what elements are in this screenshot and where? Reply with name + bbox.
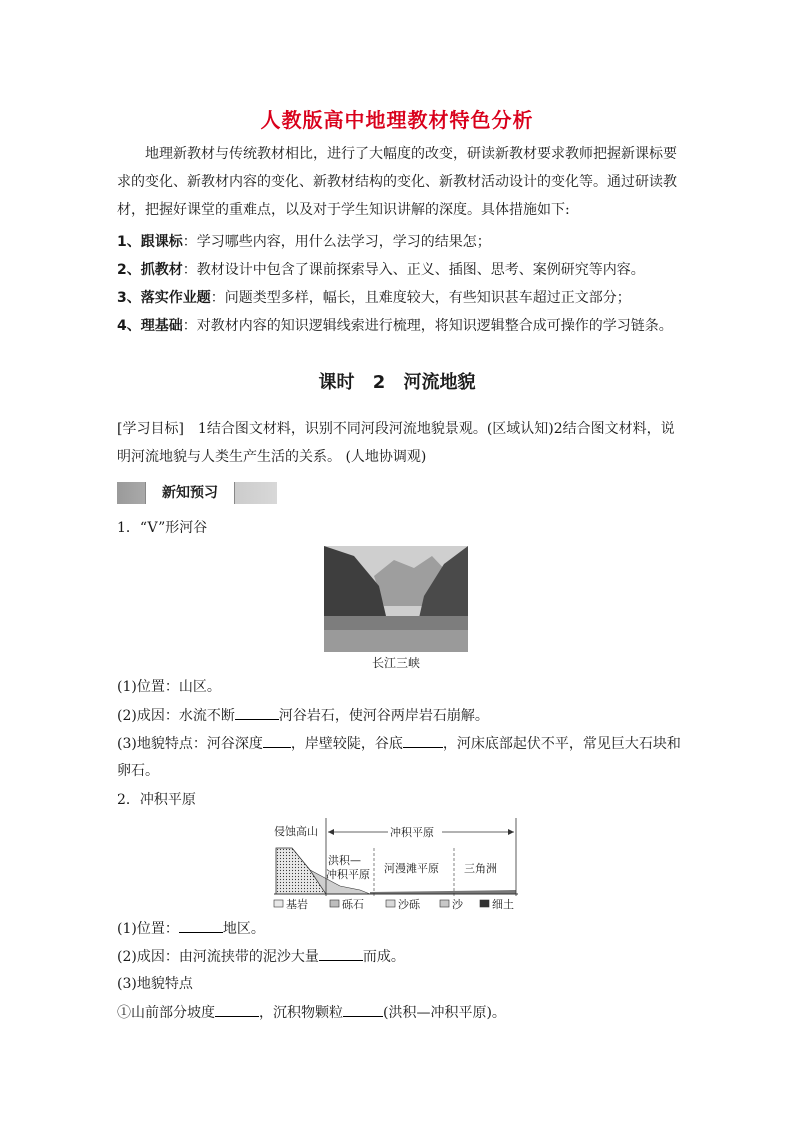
measure-text: ：问题类型多样，幅长，且难度较大，有些知识甚车超过正文部分； (210, 290, 631, 306)
cause2-text-a: (2)成因：由河流挟带的泥沙大量 (117, 949, 319, 965)
section2-feature-1 (117, 1002, 506, 1023)
measure-item (117, 232, 697, 252)
label-zone1b: 冲积平原 (326, 868, 370, 881)
label-zone2: 河漫滩平原 (384, 862, 439, 875)
label-mountain: 侵蚀高山 (274, 825, 318, 838)
photo-caption: 长江三峡 (371, 656, 420, 670)
section1-features (117, 733, 681, 754)
section-banner (117, 482, 277, 504)
section1-location: (1)位置：山区。 (117, 679, 221, 695)
label-zone1a: 洪积— (328, 854, 361, 867)
legend-silt: 细土 (492, 898, 514, 911)
feature-text-b: ，岸壁较陡，谷底 (290, 736, 403, 752)
legend-bedrock: 基岩 (286, 898, 308, 911)
fill-blank[interactable] (235, 705, 279, 720)
legend-swatch-bedrock (274, 900, 283, 907)
section2-cause (117, 946, 405, 967)
legend-swatch-sandgravel (386, 900, 395, 907)
section1-heading: 1．“V”形河谷 (117, 520, 208, 536)
measure-text: ：教材设计中包含了课前探索导入、正义、插图、思考、案例研究等内容。 (182, 262, 645, 278)
legend-sand: 沙 (452, 898, 463, 911)
fill-blank[interactable] (319, 946, 363, 961)
document-title: 人教版高中地理教材特色分析 (260, 108, 534, 132)
fill-blank[interactable] (215, 1002, 259, 1017)
location-text-a: (1)位置： (117, 921, 179, 937)
measure-label: 3、落实作业题 (117, 290, 211, 306)
section2-features: (3)地貌特点 (117, 976, 193, 992)
legend-gravel: 砾石 (342, 898, 364, 911)
gorge-illustration (324, 546, 468, 652)
feature2-text-a: ①山前部分坡度 (117, 1005, 215, 1021)
lesson-title: 课时 2 河流地貌 (318, 372, 476, 393)
cause2-text-b: 而成。 (362, 949, 405, 965)
feature2-text-c: (洪积—冲积平原)。 (383, 1005, 506, 1021)
yangtze-gorge-photo (324, 546, 468, 652)
section2-location (117, 918, 265, 939)
cause-text-a: (2)成因：水流不断 (117, 708, 235, 724)
legend-swatch-gravel (330, 900, 339, 907)
measure-text: ：对教材内容的知识逻辑线索进行梳理，将知识逻辑整合成可操作的学习链条。 (182, 318, 673, 334)
label-plain: 冲积平原 (390, 826, 434, 839)
legend-swatch-sand (440, 900, 449, 907)
location-text-b: 地区。 (222, 921, 265, 937)
legend-swatch-silt (480, 900, 489, 907)
alluvial-plain-diagram (270, 812, 526, 912)
learning-goal: [学习目标] 1结合图文材料，识别不同河段河流地貌景观。(区域认知)2结合图文材料，说明河流地貌与人类生产生活的关系。 (人地协调观) (117, 421, 675, 465)
measure-text: ：学习哪些内容，用什么法学习，学习的结果怎； (182, 234, 491, 250)
section1-cause (117, 705, 489, 726)
fill-blank[interactable] (343, 1002, 383, 1017)
fill-blank[interactable] (263, 733, 291, 748)
cause-text-b: 河谷岩石，使河谷两岸岩石崩解。 (278, 708, 489, 724)
feature-text-c: ，河床底部起伏不平，常见巨大石块和 (442, 736, 681, 752)
feature2-text-b: ，沉积物颗粒 (259, 1005, 343, 1021)
legend-sandgravel: 沙砾 (398, 898, 420, 911)
measure-item (117, 288, 697, 308)
section2-heading: 2．冲积平原 (117, 792, 196, 808)
measure-label: 4、理基础 (117, 318, 183, 334)
label-zone3: 三角洲 (464, 862, 497, 875)
section1-features-cont: 卵石。 (117, 763, 159, 779)
fill-blank[interactable] (403, 733, 443, 748)
banner-label: 新知预习 (145, 482, 235, 504)
fill-blank[interactable] (179, 918, 223, 933)
measure-label: 1、跟课标 (117, 234, 183, 250)
measure-item (117, 316, 697, 336)
measure-item (117, 260, 697, 280)
measure-label: 2、抓教材 (117, 262, 183, 278)
intro-paragraph: 地理新教材与传统教材相比，进行了大幅度的改变，研读新教材要求教师把握新课标要求的变化、新教材内容的变化、新教材结构的变化、新教材活动设计的变化等。通过研读教材，把握好课堂的重难点，以及对于学生知识讲解的深度。具体措施如下: (117, 146, 677, 218)
feature-text-a: (3)地貌特点：河谷深度 (117, 736, 263, 752)
